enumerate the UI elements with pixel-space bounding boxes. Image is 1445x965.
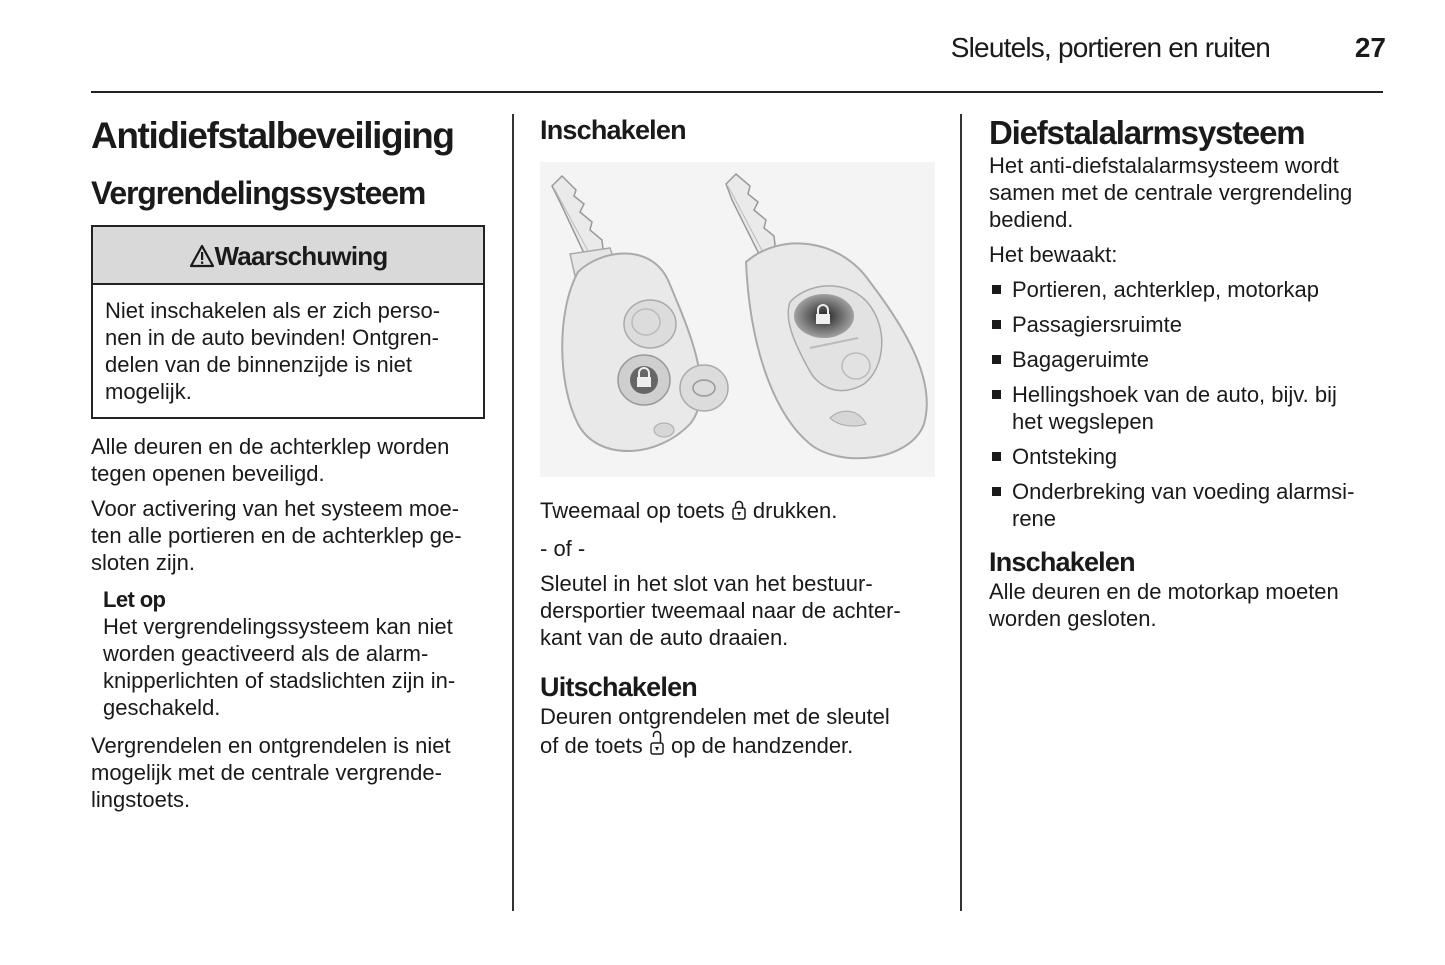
key-fob-right (726, 174, 927, 458)
warning-triangle-icon (189, 230, 215, 288)
warning-text (93, 285, 483, 417)
text-line: dersportier tweemaal naar de achter- (540, 598, 901, 623)
monitored-list (989, 276, 1389, 532)
list-item: Hellingshoek van de auto, bijv. bij het wegslepen (989, 381, 1389, 435)
paragraph (540, 497, 940, 527)
column-divider-1 (512, 114, 514, 911)
text-line: Niet inschakelen als er zich perso- (105, 298, 441, 323)
warning-box (91, 225, 485, 419)
text-line: mogelijk. (105, 379, 192, 404)
note-label: Let op (103, 587, 166, 612)
paragraph (989, 578, 1389, 632)
text-line: tegen openen beveiligd. (91, 461, 325, 486)
text-line: Alle deuren en de motorkap moeten (989, 579, 1339, 604)
heading-uitschakelen: Uitschakelen (540, 672, 697, 702)
key-fob-illustration (540, 162, 935, 477)
page-number: 27 (1354, 32, 1386, 63)
header-divider (91, 91, 1383, 93)
list-item: Portieren, achterklep, motorkap (989, 276, 1389, 303)
column-2 (540, 114, 940, 762)
list-item: Ontsteking (989, 443, 1389, 470)
section-subtitle: Vergrendelingssysteem (91, 175, 426, 211)
paragraph (540, 570, 940, 651)
monitors-label: Het bewaakt: (989, 242, 1118, 267)
paragraph (91, 732, 491, 813)
text-line: Deuren ontgrendelen met de sleutel (540, 704, 890, 729)
text-line (540, 730, 940, 762)
list-item: Bagageruimte (989, 346, 1389, 373)
chapter-title: Sleutels, portieren en ruiten (950, 32, 1270, 63)
text-line: geschakeld. (103, 695, 221, 720)
text-line: Sleutel in het slot van het bestuur- (540, 571, 873, 596)
text-line: worden gesloten. (989, 606, 1157, 631)
note-block (91, 586, 491, 721)
section-title: Antidiefstalbeveiliging (91, 115, 454, 156)
column-1 (91, 114, 491, 813)
warning-header (93, 227, 483, 285)
press-text-after: drukken. (752, 498, 838, 523)
heading-inschakelen: Inschakelen (540, 115, 686, 145)
text-line: bediend. (989, 207, 1074, 232)
text-line: Alle deuren en de achterklep worden (91, 434, 450, 459)
text-line: kant van de auto draaien. (540, 625, 789, 650)
text-line: knipperlichten of stadslichten zijn in- (103, 668, 456, 693)
text-line: Het anti-diefstalalarmsysteem wordt (989, 153, 1339, 178)
text-line: samen met de centrale vergrendeling (989, 180, 1353, 205)
text-line: sloten zijn. (91, 550, 195, 575)
text-line: ten alle portieren en de achterklep ge- (91, 523, 462, 548)
column-divider-2 (960, 114, 962, 911)
text-line: mogelijk met de centrale vergrende- (91, 760, 442, 785)
press-text-before: Tweemaal op toets (540, 498, 725, 523)
key-fob-left (552, 176, 728, 451)
or-separator: - of - (540, 536, 586, 561)
text-line: Voor activering van het systeem moe- (91, 496, 460, 521)
text-line: lingstoets. (91, 787, 191, 812)
off-text-before: of de toets (540, 733, 643, 758)
paragraph (540, 703, 940, 762)
paragraph (989, 152, 1389, 233)
off-text-after: op de handzender. (671, 733, 854, 758)
heading-inschakelen-alarm: Inschakelen (989, 547, 1135, 577)
paragraph (91, 495, 491, 576)
section-title-alarm: Diefstalalarmsysteem (989, 114, 1305, 151)
lock-icon (731, 499, 747, 527)
text-line: Vergrendelen en ontgrendelen is niet (91, 733, 451, 758)
text-line: Het vergrendelingssysteem kan niet (103, 614, 453, 639)
unlock-icon (649, 730, 665, 762)
paragraph (91, 433, 491, 487)
warning-label: Waarschuwing (214, 241, 388, 271)
text-line: worden geactiveerd als de alarm- (103, 641, 429, 666)
list-item: Onderbreking van voeding alarmsi- rene (989, 478, 1389, 532)
column-3 (989, 114, 1389, 632)
list-item: Passagiersruimte (989, 311, 1389, 338)
text-line: delen van de binnenzijde is niet (105, 352, 413, 377)
text-line: nen in de auto bevinden! Ontgren- (105, 325, 439, 350)
